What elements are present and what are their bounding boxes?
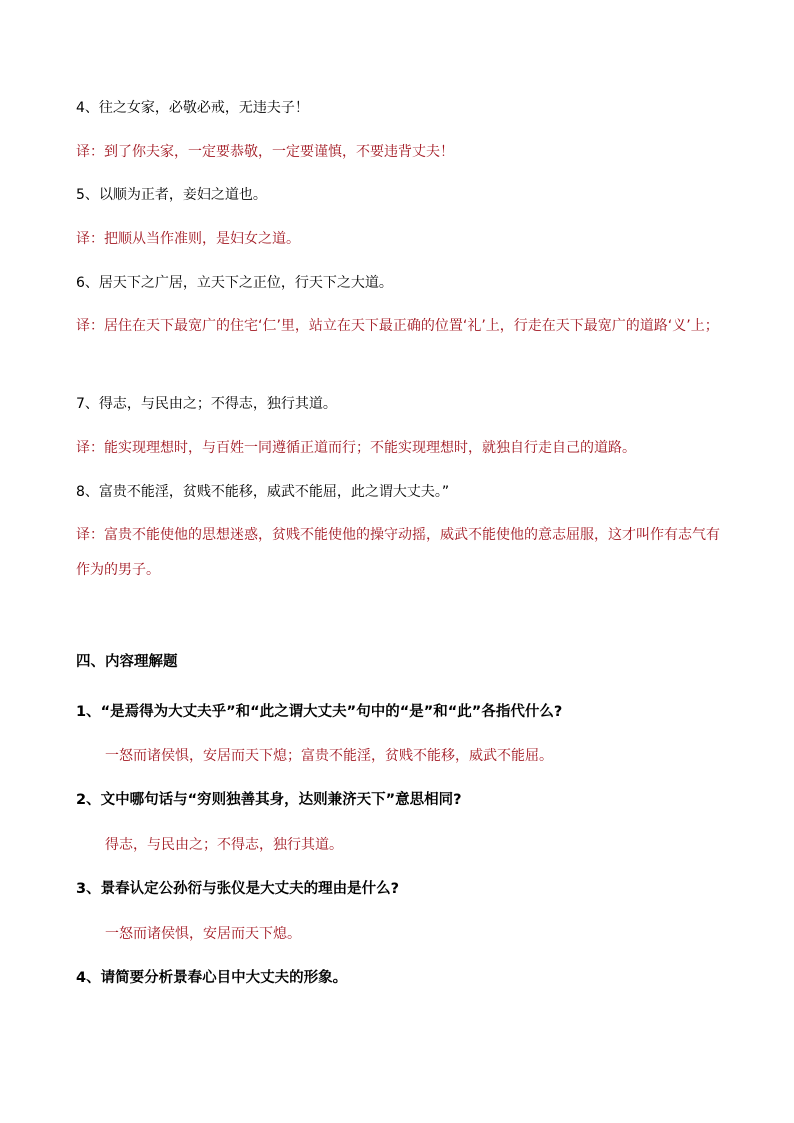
section-heading: 四、内容理解题 (76, 654, 178, 670)
translation-line-6: 译：居住在天下最宽广的住宅‘仁’里，站立在天下最正确的位置‘礼’上，行走在天下最宽广的道路‘义’上； (76, 318, 719, 334)
original-line-6: 6、居天下之广居，立天下之正位，行天下之大道。 (76, 275, 393, 291)
original-line-7: 7、得志，与民由之；不得志，独行其道。 (76, 396, 337, 412)
answer-3: 一怒而诸侯惧，安居而天下熄。 (105, 926, 301, 942)
original-line-8: 8、富贵不能淫，贫贱不能移，威武不能屈，此之谓大丈夫。” (76, 484, 450, 500)
original-line-5: 5、以顺为正者，妾妇之道也。 (76, 187, 267, 203)
translation-line-8: 译：富贵不能使他的思想迷惑，贫贱不能使他的操守动摇，威武不能使他的意志屈服，这才叫作有志气有作为的男子。 (76, 527, 720, 578)
answer-1: 一怒而诸侯惧，安居而天下熄；富贵不能淫，贫贱不能移，威武不能屈。 (105, 748, 553, 764)
question-3: 3、景春认定公孙衍与张仪是大丈夫的理由是什么? (76, 881, 399, 897)
question-2: 2、文中哪句话与“穷则独善其身，达则兼济天下”意思相同? (76, 792, 462, 808)
translation-line-7: 译：能实现理想时，与百姓一同遵循正道而行；不能实现理想时，就独自行走自己的道路。 (76, 440, 636, 456)
translation-line-4: 译：到了你夫家，一定要恭敬，一定要谨慎，不要违背丈夫！ (76, 144, 454, 160)
answer-2: 得志，与民由之；不得志，独行其道。 (105, 837, 343, 853)
question-1: 1、“是焉得为大丈夫乎”和“此之谓大丈夫”句中的“是”和“此”各指代什么? (76, 704, 563, 720)
question-4: 4、请简要分析景春心目中大丈夫的形象。 (76, 970, 348, 986)
translation-line-5: 译：把顺从当作准则，是妇女之道。 (76, 231, 300, 247)
original-line-4: 4、往之女家，必敬必戒，无违夫子！ (76, 100, 309, 116)
